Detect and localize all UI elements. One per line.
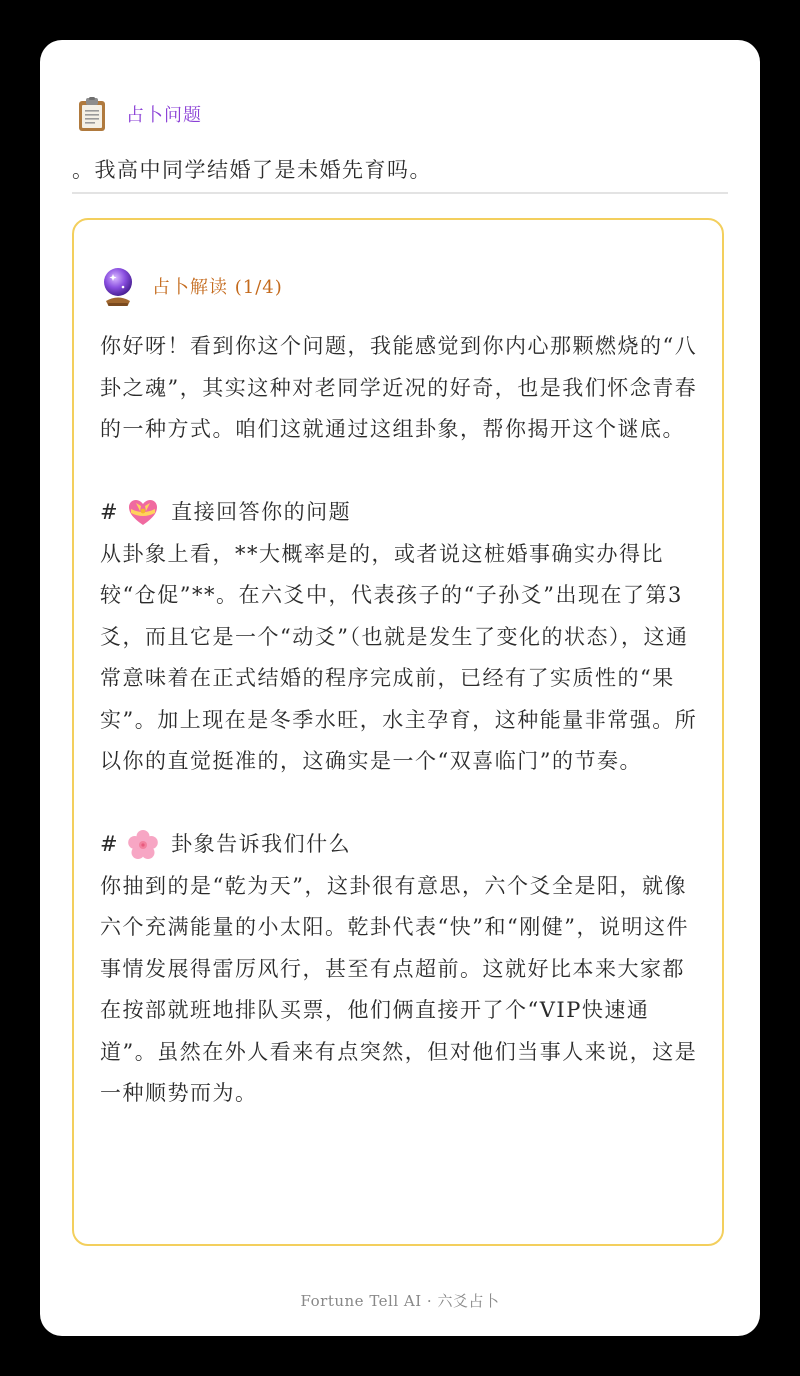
heart-ribbon-icon <box>127 497 159 529</box>
intro-paragraph: 你好呀！看到你这个问题，我能感觉到你内心那颗燃烧的“八卦之魂”，其实这种对老同学近况的好奇，也是我们怀念青春的一种方式。咱们这就通过这组卦象，帮你揭开这个谜底。 <box>100 334 698 441</box>
section-heading <box>100 824 700 866</box>
question-text: 。我高中同学结婚了是未婚先育吗。 <box>72 158 432 182</box>
clipboard-icon <box>74 96 110 132</box>
direct-answer-paragraph: 从卦象上看，**大概率是的，或者说这桩婚事确实办得比较“仓促”**。在六爻中，代表孩子的“子孙爻”出现在了第3爻，而且它是一个“动爻”（也就是发生了变化的状态），这通常意味着在正式结婚的程序完成前，已经有了实质性的“果实”。加上现在是冬季水旺，水主孕育，这种能量非常强。所以你的直觉挺准的，这确实是一个“双喜临门”的节奏。 <box>100 541 698 773</box>
reading-body <box>100 326 700 1115</box>
footer-brand: Fortune Tell AI · 六爻占卜 <box>300 1292 500 1310</box>
reading-panel <box>72 218 724 1246</box>
section-heading <box>100 492 700 534</box>
crystal-ball-icon <box>100 266 136 306</box>
heading-hash: # <box>100 500 120 524</box>
question-header <box>74 96 202 132</box>
hexagram-meaning-paragraph: 你抽到的是“乾为天”，这卦很有意思，六个爻全是阳，就像六个充满能量的小太阳。乾卦代表“快”和“刚健”，说明这件事情发展得雷厉风行，甚至有点超前。这就好比本来大家都在按部就班地排队买票，他们俩直接开了个“VIP快速通道”。虽然在外人看来有点突然，但对他们当事人来说，这是一种顺势而为。 <box>100 873 698 1105</box>
reading-card <box>40 40 760 1336</box>
heading-hash: # <box>100 832 120 856</box>
cherry-blossom-icon <box>127 829 159 861</box>
heading-direct-answer: 直接回答你的问题 <box>171 500 352 524</box>
reading-label: 占卜解读 (1/4) <box>152 277 283 298</box>
reading-header <box>100 266 283 306</box>
divider <box>72 192 728 194</box>
heading-hexagram-meaning: 卦象告诉我们什么 <box>171 832 352 856</box>
question-label: 占卜问题 <box>126 105 202 126</box>
